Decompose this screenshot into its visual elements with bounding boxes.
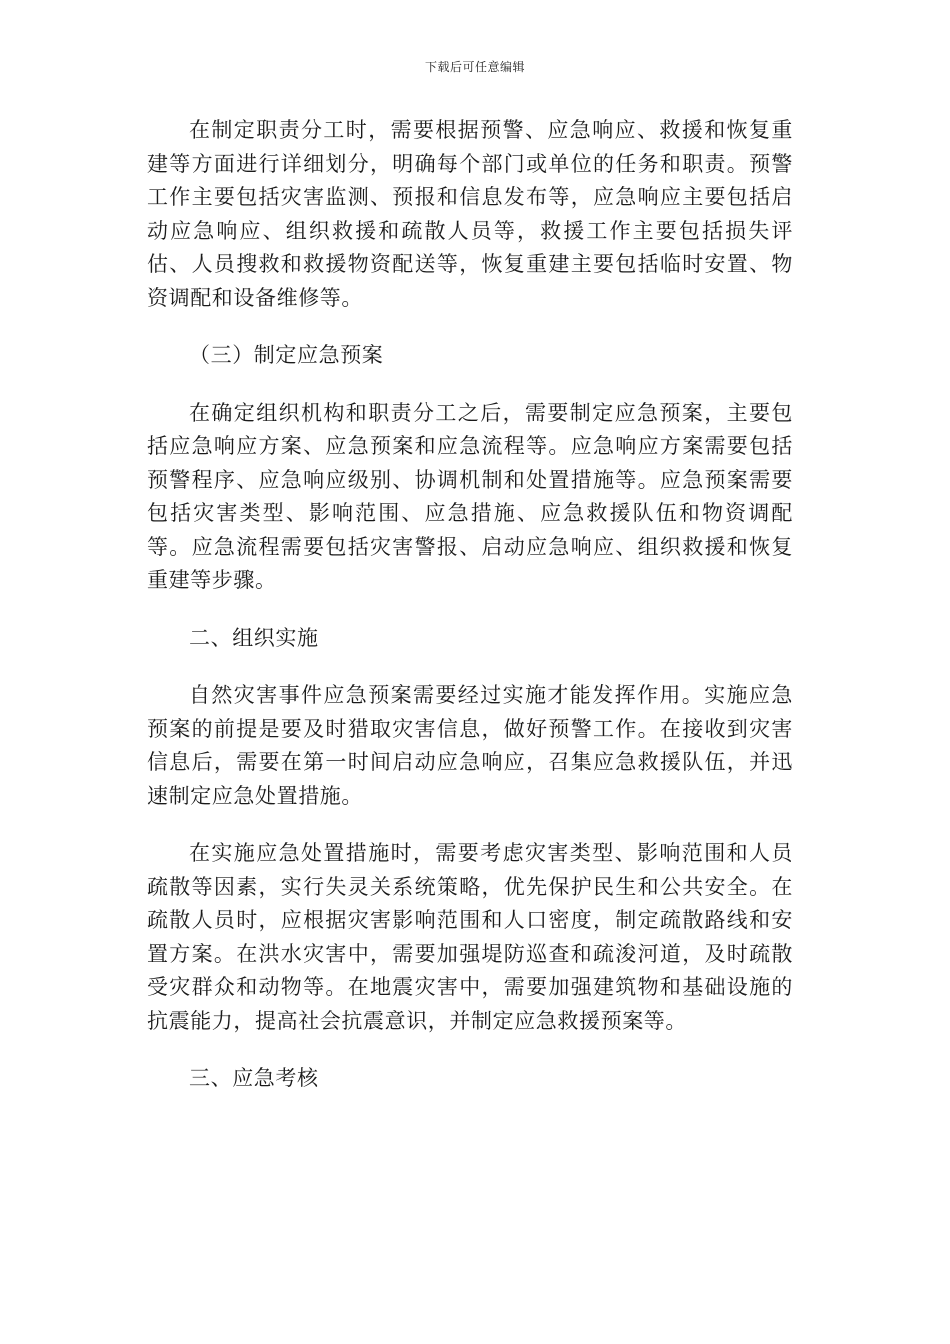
page-header-note: 下载后可任意编辑 [424,60,525,74]
paragraph-implementation-measures: 在实施应急处置措施时，需要考虑灾害类型、影响范围和人员疏散等因素，实行失灵关系统策略，优先保护民生和公共安全。在疏散人员时，应根据灾害影响范围和人口密度，制定疏散路线和安置方案。在洪水灾害中，需要加强堤防巡查和疏浚河道，及时疏散受灾群众和动物等。在地震灾害中，需要加强建筑物和基础设施的抗震能力，提高社会抗震意识，并制定应急救援预案等。 [147,841,793,1033]
document-body [147,114,793,1096]
paragraph-duty-division: 在制定职责分工时，需要根据预警、应急响应、救援和恢复重建等方面进行详细划分，明确每个部门或单位的任务和职责。预警工作主要包括灾害监测、预报和信息发布等，应急响应主要包括启动应急响应、组织救援和疏散人员等，救援工作主要包括损失评估、人员搜救和救援物资配送等，恢复重建主要包括临时安置、物资调配和设备维修等。 [147,118,793,310]
section-heading-emergency-plan: （三）制定应急预案 [189,343,384,367]
paragraph-emergency-plan: 在确定组织机构和职责分工之后，需要制定应急预案，主要包括应急响应方案、应急预案和应急流程等。应急响应方案需要包括预警程序、应急响应级别、协调机制和处置措施等。应急预案需要包括灾害类型、影响范围、应急措施、应急救援队伍和物资调配等。应急流程需要包括灾害警报、启动应急响应、组织救援和恢复重建等步骤。 [147,400,793,592]
paragraph-implementation-intro: 自然灾害事件应急预案需要经过实施才能发挥作用。实施应急预案的前提是要及时猎取灾害信息，做好预警工作。在接收到灾害信息后，需要在第一时间启动应急响应，召集应急救援队伍，并迅速制定应急处置措施。 [147,683,793,808]
section-heading-implementation: 二、组织实施 [189,625,319,650]
section-heading-assessment: 三、应急考核 [189,1066,319,1090]
